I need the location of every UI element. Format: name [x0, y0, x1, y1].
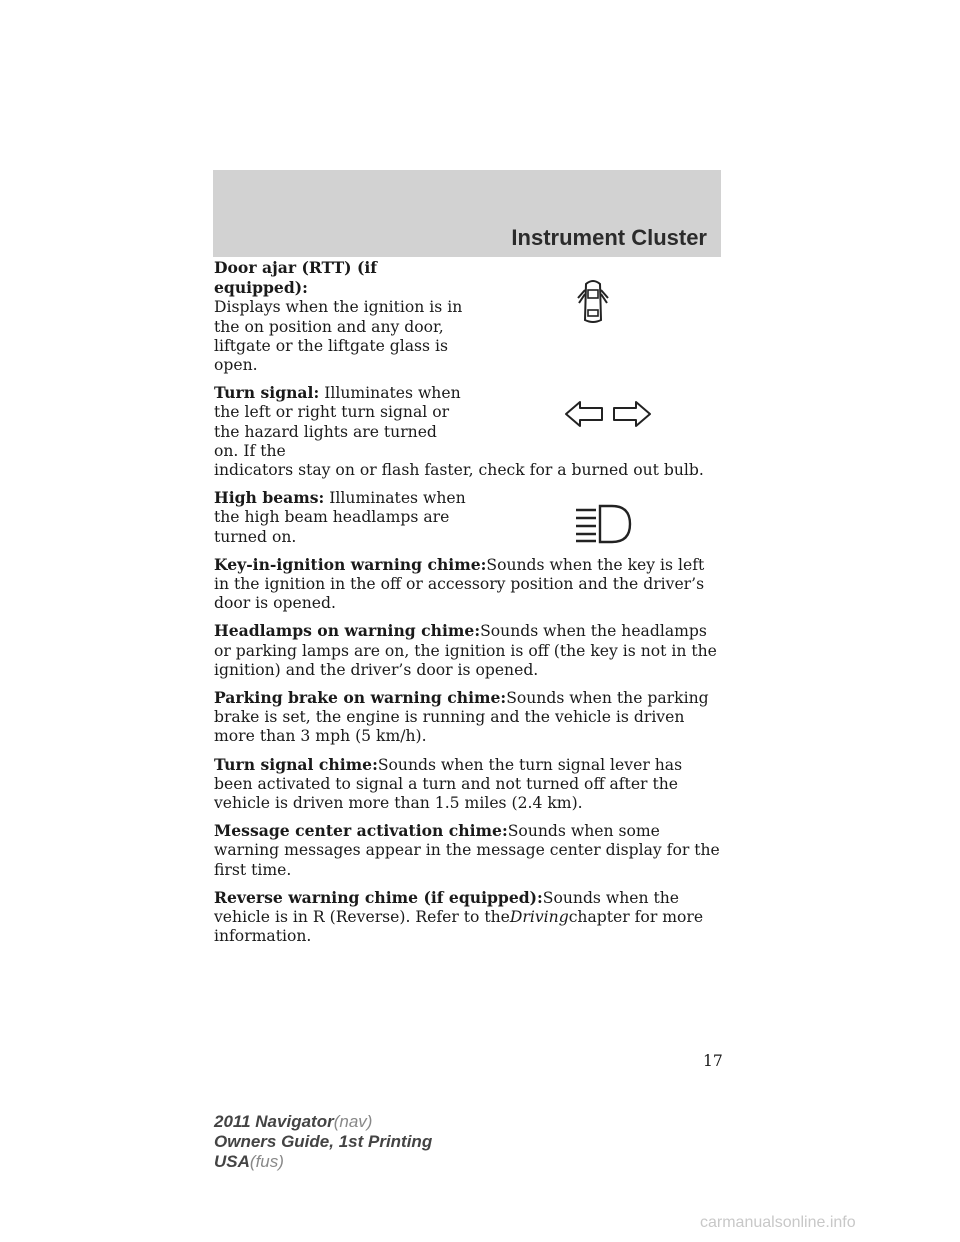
entry-high-beams [214, 488, 724, 547]
entry-text: Displays when the ignition is in the on position and any door, liftgate or the liftgate glass is open. [214, 298, 463, 375]
entry-door-ajar [214, 258, 724, 375]
watermark: carmanualsonline.info [700, 1214, 856, 1231]
entry-text: Sounds when the parking brake is set, the engine is running and the vehicle is driven more than 3 mph (5 km/h). [214, 689, 709, 746]
entry-text: Sounds when some warning messages appear in the message center display for the first time. [214, 822, 720, 879]
entry-text-end: chapter for more information. [214, 908, 704, 946]
entry-label: Key-in-ignition warning chime: [214, 554, 487, 574]
entry-label: Headlamps on warning chime: [214, 621, 481, 641]
header-band [213, 170, 721, 257]
footer-model-code: (nav) [333, 1112, 373, 1131]
entry-text: Sounds when the turn signal lever has been activated to signal a turn and not turned off after the vehicle is driven more than 1.5 miles (2.4 km). [214, 755, 683, 813]
high-beam-icon [574, 504, 634, 544]
entry-text: Illuminates when the left or right turn signal or the hazard lights are turned on. If the [214, 384, 461, 460]
entry-turn-signal [214, 383, 724, 480]
door-ajar-icon [576, 276, 610, 328]
entry-headlamps-chime [214, 621, 724, 680]
entry-label: High beams: [214, 488, 325, 508]
entry-label: Parking brake on warning chime: [214, 688, 507, 708]
entry-parking-brake-chime [214, 688, 724, 747]
entry-text: Sounds when the key is left in the ignition in the off or accessory position and the driver’s door is opened. [214, 555, 705, 613]
page-content [214, 258, 724, 955]
page-number: 17 [703, 1052, 723, 1070]
entry-label: Door ajar (RTT) (if equipped): [214, 258, 377, 298]
footer [214, 1112, 432, 1172]
entry-text: Sounds when the vehicle is in R (Reverse). Refer to the [214, 888, 680, 927]
footer-market-code: (fus) [249, 1152, 284, 1171]
entry-label: Message center activation chime: [214, 821, 508, 841]
entry-message-center-chime [214, 821, 724, 880]
entry-label: Turn signal chime: [214, 754, 378, 774]
entry-turn-signal-chime [214, 755, 724, 814]
chapter-reference: Driving [509, 908, 569, 927]
entry-text: Illuminates when the high beam headlamps are turned on. [214, 489, 466, 546]
footer-market: USA [214, 1152, 250, 1171]
footer-model: 2011 Navigator [214, 1112, 334, 1131]
entry-key-chime [214, 555, 724, 614]
entry-text: Sounds when the headlamps or parking lamps are on, the ignition is off (the key is not in the ignition) and the driver’s door is opened. [214, 622, 717, 679]
footer-edition: Owners Guide, 1st Printing [214, 1132, 433, 1151]
turn-signal-icon [564, 399, 654, 429]
entry-reverse-chime [214, 888, 724, 947]
section-title: Instrument Cluster [511, 225, 707, 250]
entry-label: Turn signal: [214, 383, 320, 403]
entry-text-continued: indicators stay on or flash faster, check for a burned out bulb. [214, 461, 704, 480]
entry-label: Reverse warning chime (if equipped): [214, 887, 543, 907]
